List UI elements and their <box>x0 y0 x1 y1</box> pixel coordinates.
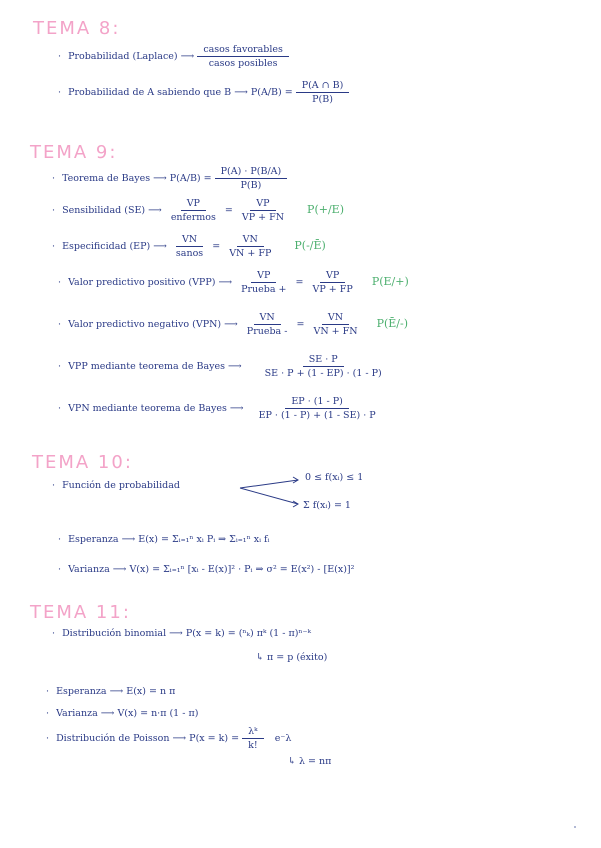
tema-11-heading: TEMA 11: <box>30 602 131 623</box>
denominator: P(B) <box>312 94 333 105</box>
laplace-fraction <box>197 44 289 69</box>
poisson-fraction <box>242 726 264 751</box>
numerator: SE · P <box>303 354 344 367</box>
equals-sign: = <box>224 205 236 216</box>
equals-sign: = <box>296 319 308 330</box>
bayes-label: Teorema de Bayes <box>62 173 151 184</box>
equals-sign: = <box>212 241 224 252</box>
denominator: EP · (1 - P) + (1 - SE) · P <box>258 410 376 421</box>
tema10-expectation-line: · Esperanza ⟶ E(x) = Σᵢ₌₁ⁿ xᵢ Pᵢ ⇒ Σᵢ₌₁ⁿ xᵢ fᵢ <box>58 534 270 545</box>
poisson-label: Distribución de Poisson <box>56 733 170 744</box>
numerator: VP <box>181 198 206 211</box>
binomial-label: Distribución binomial <box>62 628 167 639</box>
specificity-fraction-2 <box>223 234 277 259</box>
numerator: VN <box>237 234 264 247</box>
tema-10-heading: TEMA 10: <box>32 452 133 473</box>
pmf-label: Función de probabilidad <box>62 480 180 491</box>
numerator: VN <box>254 312 281 325</box>
arrow-icon: ⟶ <box>228 361 242 372</box>
numerator: λᵏ <box>242 726 264 739</box>
arrow-icon: ⟶ <box>234 87 248 98</box>
arrow-icon: ⟶ <box>121 534 136 545</box>
denominator: Prueba + <box>241 284 287 295</box>
arrow-icon: ⟶ <box>112 564 127 575</box>
numerator: VP <box>250 198 275 211</box>
numerator: VP <box>320 270 345 283</box>
vpn-label: Valor predictivo negativo (VPN) <box>68 319 222 330</box>
arrow-icon: ⟶ <box>153 241 167 252</box>
tema-9-heading: TEMA 9: <box>30 142 118 163</box>
numerator: VN <box>176 234 203 247</box>
denominator: VP + FN <box>241 212 285 223</box>
numerator: P(A) · P(B/A) <box>215 166 288 179</box>
vpn-bayes-label: VPN mediante teorema de Bayes <box>68 403 227 414</box>
poisson-exponential: e⁻λ <box>274 733 292 744</box>
bayes-fraction <box>215 166 288 191</box>
arrow-icon: ⟶ <box>172 733 187 744</box>
expectation-label: Esperanza <box>68 534 119 545</box>
tema8-conditional-line: · Probabilidad de A sabiendo que B ⟶ P(A/B) = $\frac{P(A \cap B)}{P(B)}$ <box>58 80 349 105</box>
vpn-fraction-2 <box>307 312 363 337</box>
tema9-vpp-line: · Valor predictivo positivo (VPP) ⟶ $\frac{VP}{\text{Prueba +}}$ = $\frac{VP}{VP + FP}$ P(E/+) <box>58 270 409 295</box>
denominator: sanos <box>175 248 204 259</box>
binomial-variance-label: Varianza <box>56 708 98 719</box>
denominator: VN + FP <box>229 248 272 259</box>
vpn-fraction-1 <box>241 312 294 337</box>
vpn-note: P(Ē/-) <box>376 317 409 330</box>
vpp-fraction-1 <box>235 270 292 295</box>
sensitivity-note: P(+/E) <box>307 203 344 216</box>
branch-arrows-icon <box>238 474 302 510</box>
denominator: Prueba - <box>246 326 288 337</box>
tema9-bayes-line: · Teorema de Bayes ⟶ P(A/B) = $\frac{P(A) \cdot P(B/A)}{P(B)}$ <box>52 166 287 191</box>
poisson-lhs: P(x = k) = <box>189 733 240 744</box>
tema8-laplace-line: · Probabilidad (Laplace) ⟶ $\frac{\text{casos favorables}}{\text{casos posibles}}$ <box>58 44 289 69</box>
vpp-bayes-label: VPP mediante teorema de Bayes <box>68 361 225 372</box>
binomial-expectation-formula: E(x) = n π <box>126 686 176 697</box>
denominator: P(B) <box>240 180 262 191</box>
bayes-lhs: P(A/B) = <box>169 173 212 184</box>
tema9-vpn-line: · Valor predictivo negativo (VPN) ⟶ $\frac{VN}{\text{Prueba -}}$ = $\frac{VN}{VN + FN}$ P(Ē/-) <box>58 312 409 337</box>
tema10-pmf-label-line: · Función de probabilidad <box>52 480 180 491</box>
pmf-condition-2: Σ f(xᵢ) = 1 <box>303 500 351 511</box>
sensitivity-fraction-2 <box>236 198 290 223</box>
variance-label: Varianza <box>68 564 110 575</box>
tema-8-heading: TEMA 8: <box>33 18 121 39</box>
numerator: P(A ∩ B) <box>296 80 350 93</box>
arrow-icon: ⟶ <box>148 205 162 216</box>
denominator: enfermos <box>170 212 216 223</box>
denominator: k! <box>248 740 258 751</box>
arrow-icon: ⟶ <box>180 51 195 62</box>
tema9-vpp-bayes-line: · VPP mediante teorema de Bayes ⟶ $\frac{SE \cdot P}{SE \cdot P + (1 - EP) \cdot (1 - P)}$ <box>58 354 388 379</box>
vpp-bayes-fraction <box>259 354 388 379</box>
binomial-variance-formula: V(x) = n·π (1 - π) <box>117 708 199 719</box>
tema11-binomial-line: · Distribución binomial ⟶ P(x = k) = (ⁿₖ) πᵏ (1 - π)ⁿ⁻ᵏ <box>52 628 312 639</box>
sensitivity-label: Sensibilidad (SE) <box>62 205 146 216</box>
arrow-icon: ⟶ <box>229 403 244 414</box>
binomial-note: ↳ π = p (éxito) <box>256 652 328 663</box>
arrow-icon: ⟶ <box>153 173 167 184</box>
denominator: SE · P + (1 - EP) · (1 - P) <box>264 368 382 379</box>
variance-formula: V(x) = Σᵢ₌₁ⁿ [xᵢ - E(x)]² · Pᵢ ⇒ σ² = E(x²) - [E(x)]² <box>129 564 355 575</box>
arrow-icon: ⟶ <box>169 628 183 639</box>
pmf-condition-1: 0 ≤ f(xᵢ) ≤ 1 <box>305 472 364 483</box>
tema10-variance-line: · Varianza ⟶ V(x) = Σᵢ₌₁ⁿ [xᵢ - E(x)]² · Pᵢ ⇒ σ² = E(x²) - [E(x)]² <box>58 564 355 575</box>
arrow-icon: ⟶ <box>224 319 238 330</box>
numerator: VN <box>322 312 349 325</box>
denominator: VP + FP <box>312 284 353 295</box>
equals-sign: = <box>295 277 307 288</box>
vpp-label: Valor predictivo positivo (VPP) <box>68 277 216 288</box>
vpp-fraction-2 <box>307 270 359 295</box>
specificity-label: Especificidad (EP) <box>62 241 151 252</box>
denominator: VN + FN <box>313 326 358 337</box>
conditional-lhs: P(A/B) = <box>250 87 293 98</box>
numerator: VP <box>251 270 276 283</box>
tema11-poisson-line: · Distribución de Poisson ⟶ P(x = k) = $\frac{\text{λᵏ}}{k!}$ e⁻λ <box>46 726 292 751</box>
arrow-icon: ⟶ <box>100 708 115 719</box>
tema9-vpn-bayes-line: · VPN mediante teorema de Bayes ⟶ $\frac{EP \cdot (1 - P)}{EP \cdot (1 - P) + (1 - SE) \cdot P}$ <box>58 396 382 421</box>
specificity-note: P(-/Ē) <box>294 239 326 252</box>
laplace-label: Probabilidad (Laplace) <box>68 51 178 62</box>
vpn-bayes-fraction <box>253 396 382 421</box>
numerator: casos favorables <box>197 44 289 57</box>
poisson-note: ↳ λ = nπ <box>288 756 332 767</box>
tema11-variance-line: · Varianza ⟶ V(x) = n·π (1 - π) <box>46 708 199 719</box>
denominator: casos posibles <box>208 58 278 69</box>
expectation-formula: E(x) = Σᵢ₌₁ⁿ xᵢ Pᵢ ⇒ Σᵢ₌₁ⁿ xᵢ fᵢ <box>138 534 270 545</box>
specificity-fraction-1 <box>170 234 209 259</box>
binomial-expectation-label: Esperanza <box>56 686 107 697</box>
numerator: EP · (1 - P) <box>285 396 349 409</box>
tema9-sensitivity-line: · Sensibilidad (SE) ⟶ $\frac{VP}{\text{enfermos}}$ = $\frac{VP}{VP + FN}$ P(+/E) <box>52 198 344 223</box>
arrow-icon: ⟶ <box>109 686 124 697</box>
margin-dot <box>574 826 576 828</box>
sensitivity-fraction-1 <box>165 198 222 223</box>
conditional-fraction <box>296 80 350 105</box>
binomial-formula: P(x = k) = (ⁿₖ) πᵏ (1 - π)ⁿ⁻ᵏ <box>185 628 312 639</box>
tema11-expectation-line: · Esperanza ⟶ E(x) = n π <box>46 686 176 697</box>
arrow-icon: ⟶ <box>218 277 233 288</box>
vpp-note: P(E/+) <box>371 275 409 288</box>
tema9-specificity-line: · Especificidad (EP) ⟶ $\frac{VN}{\text{sanos}}$ = $\frac{VN}{VN + FP}$ P(-/Ē) <box>52 234 326 259</box>
conditional-label: Probabilidad de A sabiendo que B <box>68 87 232 98</box>
